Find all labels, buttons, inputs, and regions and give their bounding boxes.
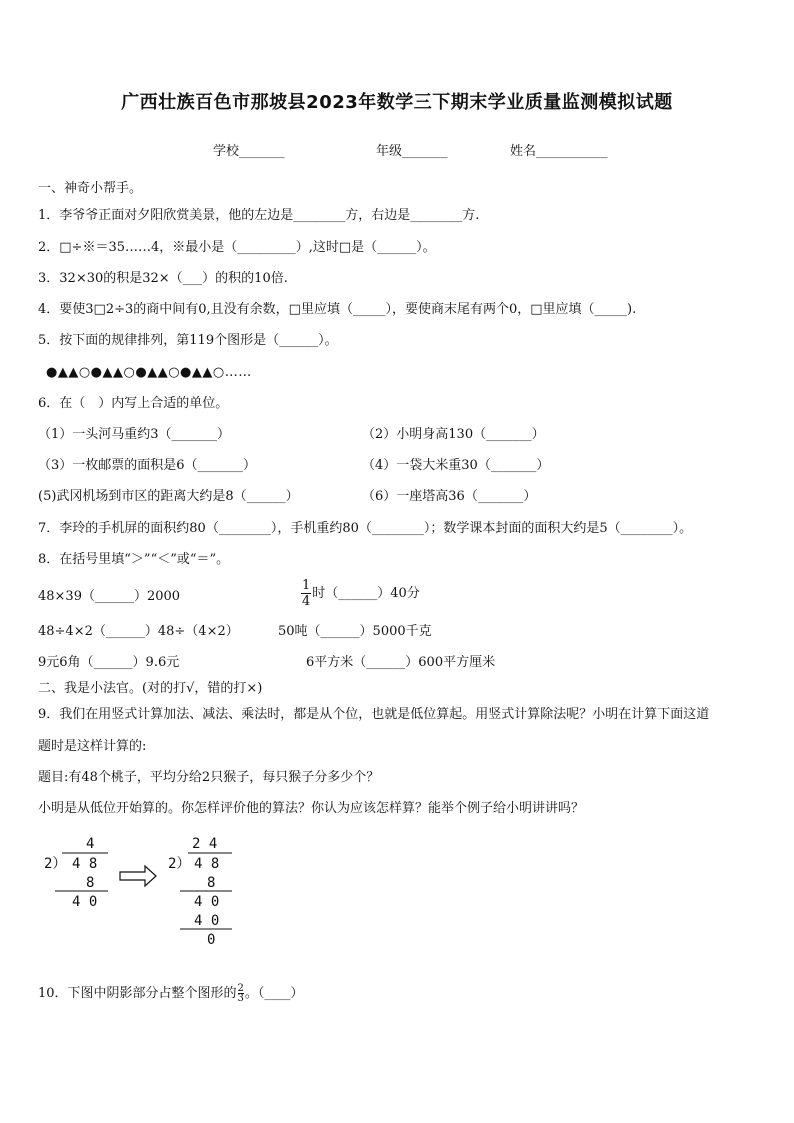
q8-item-c: 48÷4×2（______）48÷（4×2） xyxy=(38,624,239,639)
q8-item-f: 6平方米（______）600平方厘米 xyxy=(306,655,496,670)
question-5: 5．按下面的规律排列，第119个图形是（______）。 xyxy=(38,333,338,348)
fraction-one-quarter: $\frac{1}{4}$ xyxy=(302,578,311,609)
q8-item-d: 50吨（______）5000千克 xyxy=(278,624,432,639)
q6-item-4: （4）一袋大米重30（_______） xyxy=(362,458,550,473)
right-divisor: 2） xyxy=(168,856,191,872)
question-9-ask: 小明是从低位开始算的。你怎样评价他的算法？你认为应该怎样算？能举个例子给小明讲讲吗？ xyxy=(38,801,585,816)
q6-item-2: （2）小明身高130（_______） xyxy=(362,427,545,442)
right-step-2: 4 0 xyxy=(194,894,220,910)
name-field: 姓名___________ xyxy=(510,144,608,159)
left-remainder: 4 0 xyxy=(72,894,98,910)
question-7: 7．李玲的手机屏的面积约80（________），手机重约80（________）；数学课本封面的面积大约是5（________）。 xyxy=(38,521,693,536)
q6-item-3: （3）一枚邮票的面积是6（_______） xyxy=(38,458,257,473)
arrow-right-icon xyxy=(120,866,156,886)
page-title: 广西壮族百色市那坡县2023年数学三下期末学业质量监测模拟试题 xyxy=(121,92,673,113)
left-step: 8 xyxy=(86,875,95,891)
left-divisor: 2） xyxy=(44,856,67,872)
question-1: 1．李爷爷正面对夕阳欣赏美景，他的左边是________方，右边是________方. xyxy=(38,208,480,223)
q6-item-5: (5)武冈机场到市区的距离大约是8（______） xyxy=(38,489,299,504)
question-8: 8．在括号里填“＞”“＜”或“＝”。 xyxy=(38,552,230,567)
question-6: 6．在（ ）内写上合适的单位。 xyxy=(38,396,229,411)
q8-item-e: 9元6角（______）9.6元 xyxy=(38,655,180,670)
question-9-problem: 题目:有48个桃子，平均分给2只猴子，每只猴子分多少个？ xyxy=(38,770,380,785)
shape-pattern: ●▲▲○●▲▲○●▲▲○●▲▲○…… xyxy=(46,365,252,380)
right-final: 0 xyxy=(207,932,216,948)
right-dividend: 4 8 xyxy=(194,856,220,872)
q8-item-a: 48×39（______）2000 xyxy=(38,589,181,604)
question-4: 4．要使3□2÷3的商中间有0,且没有余数，□里应填（_____），要使商末尾有两个0，□里应填（_____). xyxy=(38,302,637,317)
question-10: 10．下图中阴影部分占整个图形的 $\frac{2}{3}$ 。（____） xyxy=(38,983,304,1004)
right-quotient: 2 4 xyxy=(192,836,218,852)
question-3: 3．32×30的积是32×（___）的积的10倍. xyxy=(38,271,288,286)
question-9-line-2: 题时是这样计算的: xyxy=(38,739,147,754)
q6-item-6: （6）一座塔高36（_______） xyxy=(362,489,537,504)
school-field: 学校_______ xyxy=(213,144,285,159)
section-1-heading: 一、神奇小帮手。 xyxy=(38,181,143,196)
q6-item-1: （1）一头河马重约3（_______） xyxy=(38,427,231,442)
right-step-3: 4 0 xyxy=(194,913,220,929)
question-2: 2．□÷※＝35……4，※最小是（_________）,这时□是（______）。 xyxy=(38,240,436,255)
grade-field: 年级_______ xyxy=(376,144,448,159)
section-2-heading: 二、我是小法官。(对的打√，错的打×) xyxy=(38,681,263,696)
left-dividend: 4 8 xyxy=(72,856,98,872)
fraction-two-thirds: $\frac{2}{3}$ xyxy=(237,983,244,1004)
right-step-1: 8 xyxy=(207,875,216,891)
long-division-diagram xyxy=(0,830,300,955)
q8-item-b: $\frac{1}{4}$ 时（______）40分 xyxy=(302,578,420,609)
question-9-line-1: 9．我们在用竖式计算加法、减法、乘法时，都是从个位，也就是低位算起。用竖式计算除法呢？小明在计算下面这道 xyxy=(38,707,710,722)
left-quotient: 4 xyxy=(86,836,95,852)
